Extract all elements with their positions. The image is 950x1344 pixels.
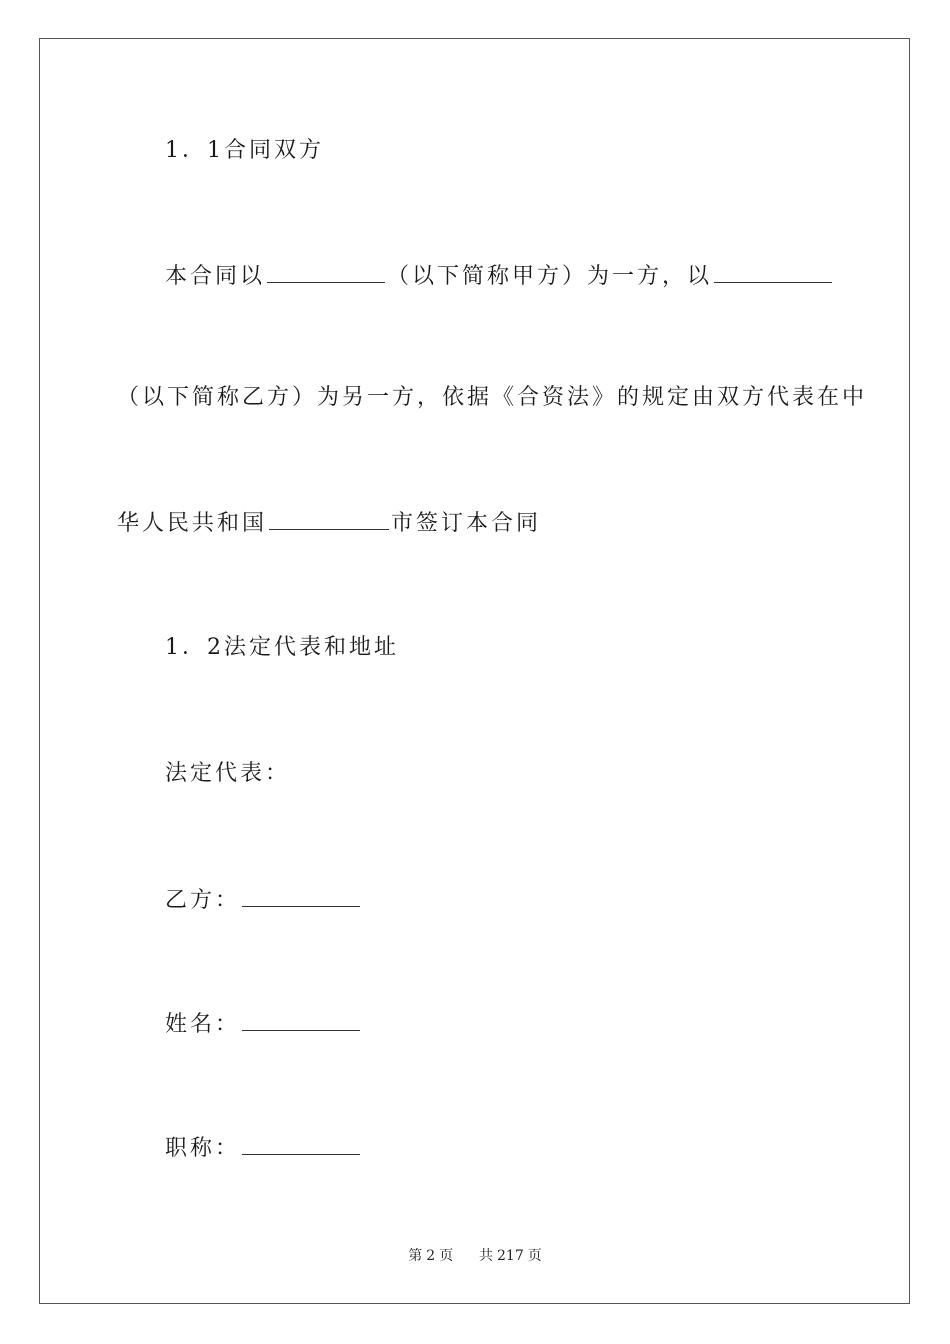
field-label: 职称：: [165, 1136, 241, 1161]
field-label: 姓名：: [165, 1012, 241, 1037]
paragraph-text: （以下简称乙方）为另一方，依据《合资法》的规定由双方代表在中: [117, 385, 868, 410]
paragraph-parties: [165, 260, 834, 292]
total-pages-number: 217: [497, 1248, 524, 1264]
field-label: 乙方：: [165, 888, 241, 913]
party-a-blank: [267, 260, 385, 283]
section-heading-1-1: [165, 136, 324, 166]
city-blank: [269, 507, 389, 530]
paragraph-text: 市签订本合同: [391, 511, 542, 536]
section-heading-1-2: [165, 633, 399, 663]
name-value-blank: [242, 1008, 360, 1031]
party-b-value-blank: [242, 884, 360, 907]
paragraph-text: （以下简称甲方）为一方，以: [387, 264, 713, 289]
page-footer: [0, 1246, 950, 1266]
section-heading-text: 1．2法定代表和地址: [165, 635, 399, 660]
page-indicator: 第 2 页: [408, 1248, 454, 1264]
page-border: [39, 38, 910, 1304]
current-page-number: 2: [426, 1248, 436, 1264]
legal-representative-label: [165, 759, 290, 789]
paragraph-text: 本合同以: [165, 264, 266, 289]
field-label: 法定代表：: [165, 761, 291, 786]
section-heading-text: 1．1合同双方: [165, 138, 324, 163]
title-value-blank: [242, 1132, 360, 1155]
party-b-field: [165, 884, 362, 916]
title-field: [165, 1132, 362, 1164]
party-b-blank: [714, 260, 832, 283]
total-pages-indicator: 共 217 页: [479, 1248, 542, 1264]
name-field: [165, 1008, 362, 1040]
paragraph-signing-place: [117, 507, 541, 539]
paragraph-text: 华人民共和国: [117, 511, 268, 536]
paragraph-parties-continued: [117, 383, 867, 413]
